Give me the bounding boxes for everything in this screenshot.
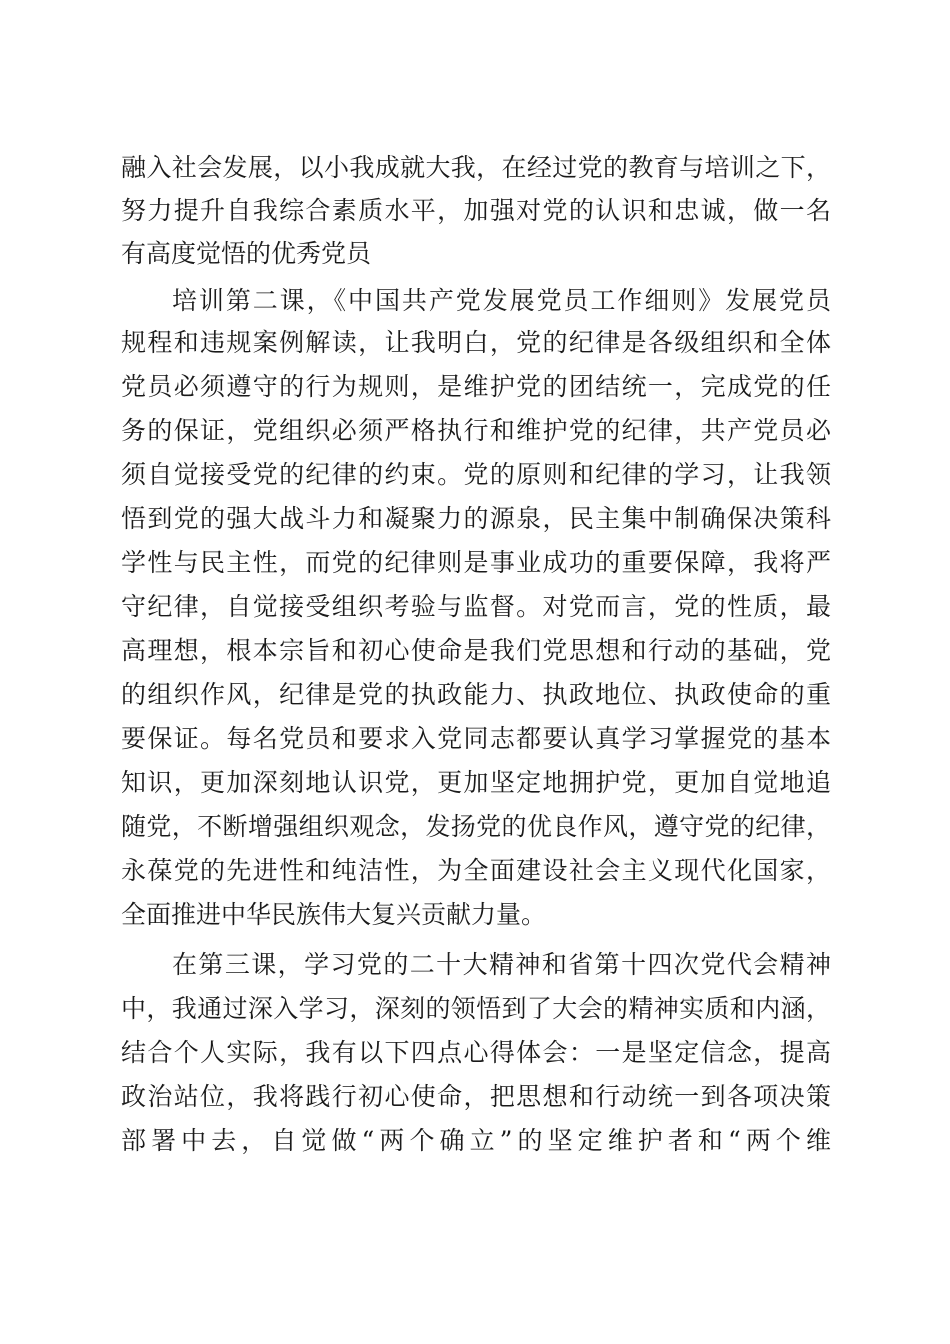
text-line: 须自觉接受党的纪律的约束。党的原则和纪律的学习，让我领 xyxy=(121,460,831,489)
text-line: 知识，更加深刻地认识党，更加坚定地拥护党，更加自觉地追 xyxy=(121,768,831,797)
text-line: 融入社会发展，以小我成就大我，在经过党的教育与培训之下， xyxy=(121,153,831,182)
text-line: 高理想，根本宗旨和初心使命是我们党思想和行动的基础，党 xyxy=(121,636,831,665)
paragraph-first-line: 培训第二课，《中国共产党发展党员工作细则》发展党员 xyxy=(172,286,831,315)
text-line: 要保证。每名党员和要求入党同志都要认真学习掌握党的基本 xyxy=(121,724,831,753)
text-line: 结合个人实际，我有以下四点心得体会：一是坚定信念，提高 xyxy=(121,1038,831,1067)
text-line: 努力提升自我综合素质水平，加强对党的认识和忠诚，做一名 xyxy=(121,196,831,225)
text-line: 学性与民主性，而党的纪律则是事业成功的重要保障，我将严 xyxy=(121,548,831,577)
text-line: 的组织作风，纪律是党的执政能力、执政地位、执政使命的重 xyxy=(121,680,831,709)
text-line: 悟到党的强大战斗力和凝聚力的源泉，民主集中制确保决策科 xyxy=(121,504,831,533)
text-line: 随党，不断增强组织观念，发扬党的优良作风，遵守党的纪律， xyxy=(121,812,831,841)
text-line: 全面推进中华民族伟大复兴贡献力量。 xyxy=(121,900,547,929)
text-line: 中，我通过深入学习，深刻的领悟到了大会的精神实质和内涵， xyxy=(121,994,831,1023)
text-line: 规程和违规案例解读，让我明白，党的纪律是各级组织和全体 xyxy=(121,328,831,357)
text-line: 部署中去，自觉做“两个确立”的坚定维护者和“两个维 xyxy=(121,1126,831,1155)
text-line: 党员必须遵守的行为规则，是维护党的团结统一，完成党的任 xyxy=(121,372,831,401)
text-line: 永葆党的先进性和纯洁性，为全面建设社会主义现代化国家， xyxy=(121,856,831,885)
text-line: 有高度觉悟的优秀党员 xyxy=(121,239,372,268)
paragraph-first-line: 在第三课，学习党的二十大精神和省第十四次党代会精神 xyxy=(172,950,831,979)
text-line: 政治站位，我将践行初心使命，把思想和行动统一到各项决策 xyxy=(121,1082,831,1111)
text-line: 务的保证，党组织必须严格执行和维护党的纪律，共产党员必 xyxy=(121,416,831,445)
text-line: 守纪律，自觉接受组织考验与监督。对党而言，党的性质，最 xyxy=(121,592,831,621)
